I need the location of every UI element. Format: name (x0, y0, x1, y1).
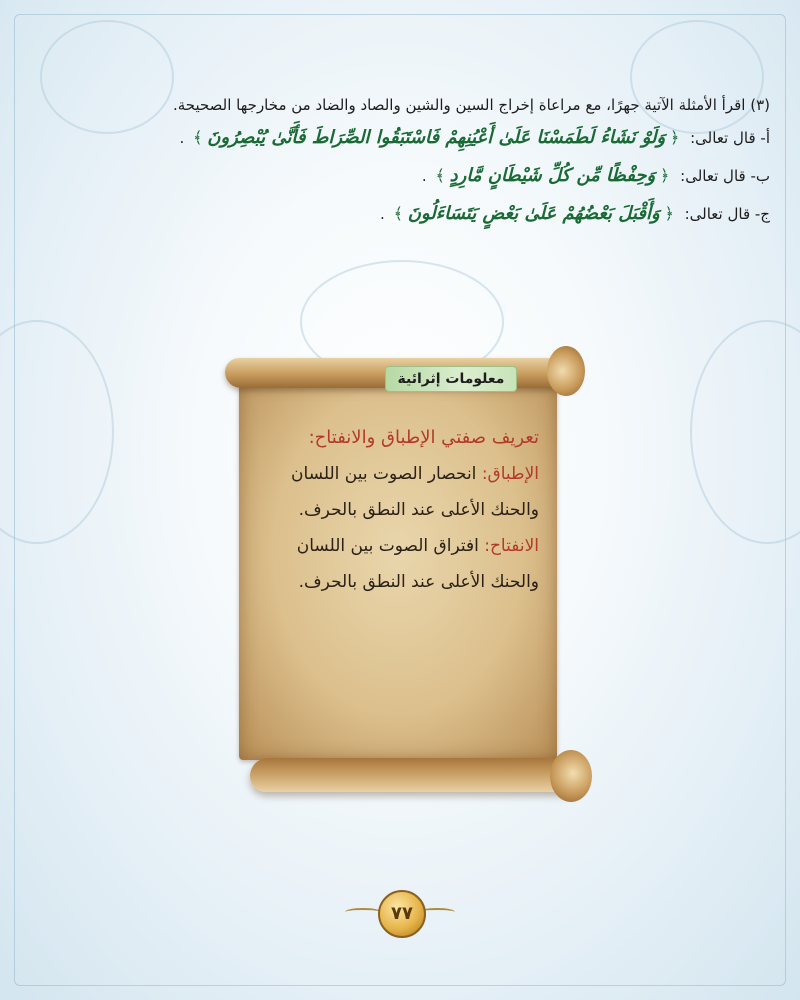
scroll-bottom-roll (250, 758, 585, 792)
definition-item (255, 456, 539, 528)
ayah-bracket-open: ﴿ (664, 204, 674, 223)
definition-text: انحصار الصوت بين اللسان والحنك الأعلى عند النطق بالحرف. (291, 464, 539, 520)
ayah-bracket-close: ﴾ (193, 128, 203, 147)
example-item (10, 124, 770, 152)
example-item (10, 200, 770, 228)
example-label: ج- قال تعالى: (684, 205, 770, 223)
end-dot: . (421, 167, 427, 185)
info-scroll (225, 340, 595, 815)
ayah-bracket-close: ﴾ (393, 204, 403, 223)
exercise-section (10, 96, 770, 238)
ayah-bracket-open: ﴿ (669, 128, 680, 147)
definition-item (255, 528, 539, 600)
example-label: ب- قال تعالى: (680, 167, 770, 185)
example-label: أ- قال تعالى: (690, 129, 770, 147)
end-dot: . (380, 205, 385, 223)
scroll-top-curl (547, 346, 585, 396)
info-title: تعريف صفتي الإطباق والانفتاح: (308, 427, 539, 448)
example-item (10, 162, 770, 190)
ayah-bracket-open: ﴿ (660, 166, 670, 185)
scroll-bottom-curl (550, 750, 592, 802)
ayah-text: وَحِفْظًا مِّن كُلِّ شَيْطَانٍ مَّارِدٍ (449, 165, 656, 186)
medallion-ornament (345, 908, 381, 916)
ayah-bracket-close: ﴾ (435, 166, 445, 185)
definition-text: افتراق الصوت بين اللسان والحنك الأعلى عند النطق بالحرف. (296, 536, 539, 592)
info-badge: معلومات إثرائية (385, 366, 517, 392)
exercise-heading: (٣) اقرأ الأمثلة الآتية جهرًا، مع مراعاة إخراج السين والشين والصاد والضاد من مخارجها الصحيحة. (172, 96, 770, 114)
info-content (255, 420, 539, 600)
definition-term: الانفتاح: (484, 536, 539, 556)
page-number: ٧٧ (378, 890, 426, 938)
ayah-text: وَلَوْ نَشَاءُ لَطَمَسْنَا عَلَىٰ أَعْيُنِهِمْ فَاسْتَبَقُوا الصِّرَاطَ فَأَنَّىٰ يُبْصِرُونَ (207, 127, 666, 148)
definition-term: الإطباق: (481, 464, 539, 484)
ayah-text: وَأَقْبَلَ بَعْضُهُمْ عَلَىٰ بَعْضٍ يَتَسَاءَلُونَ (407, 203, 660, 224)
page-number-medallion (345, 888, 455, 938)
end-dot: . (179, 129, 185, 147)
